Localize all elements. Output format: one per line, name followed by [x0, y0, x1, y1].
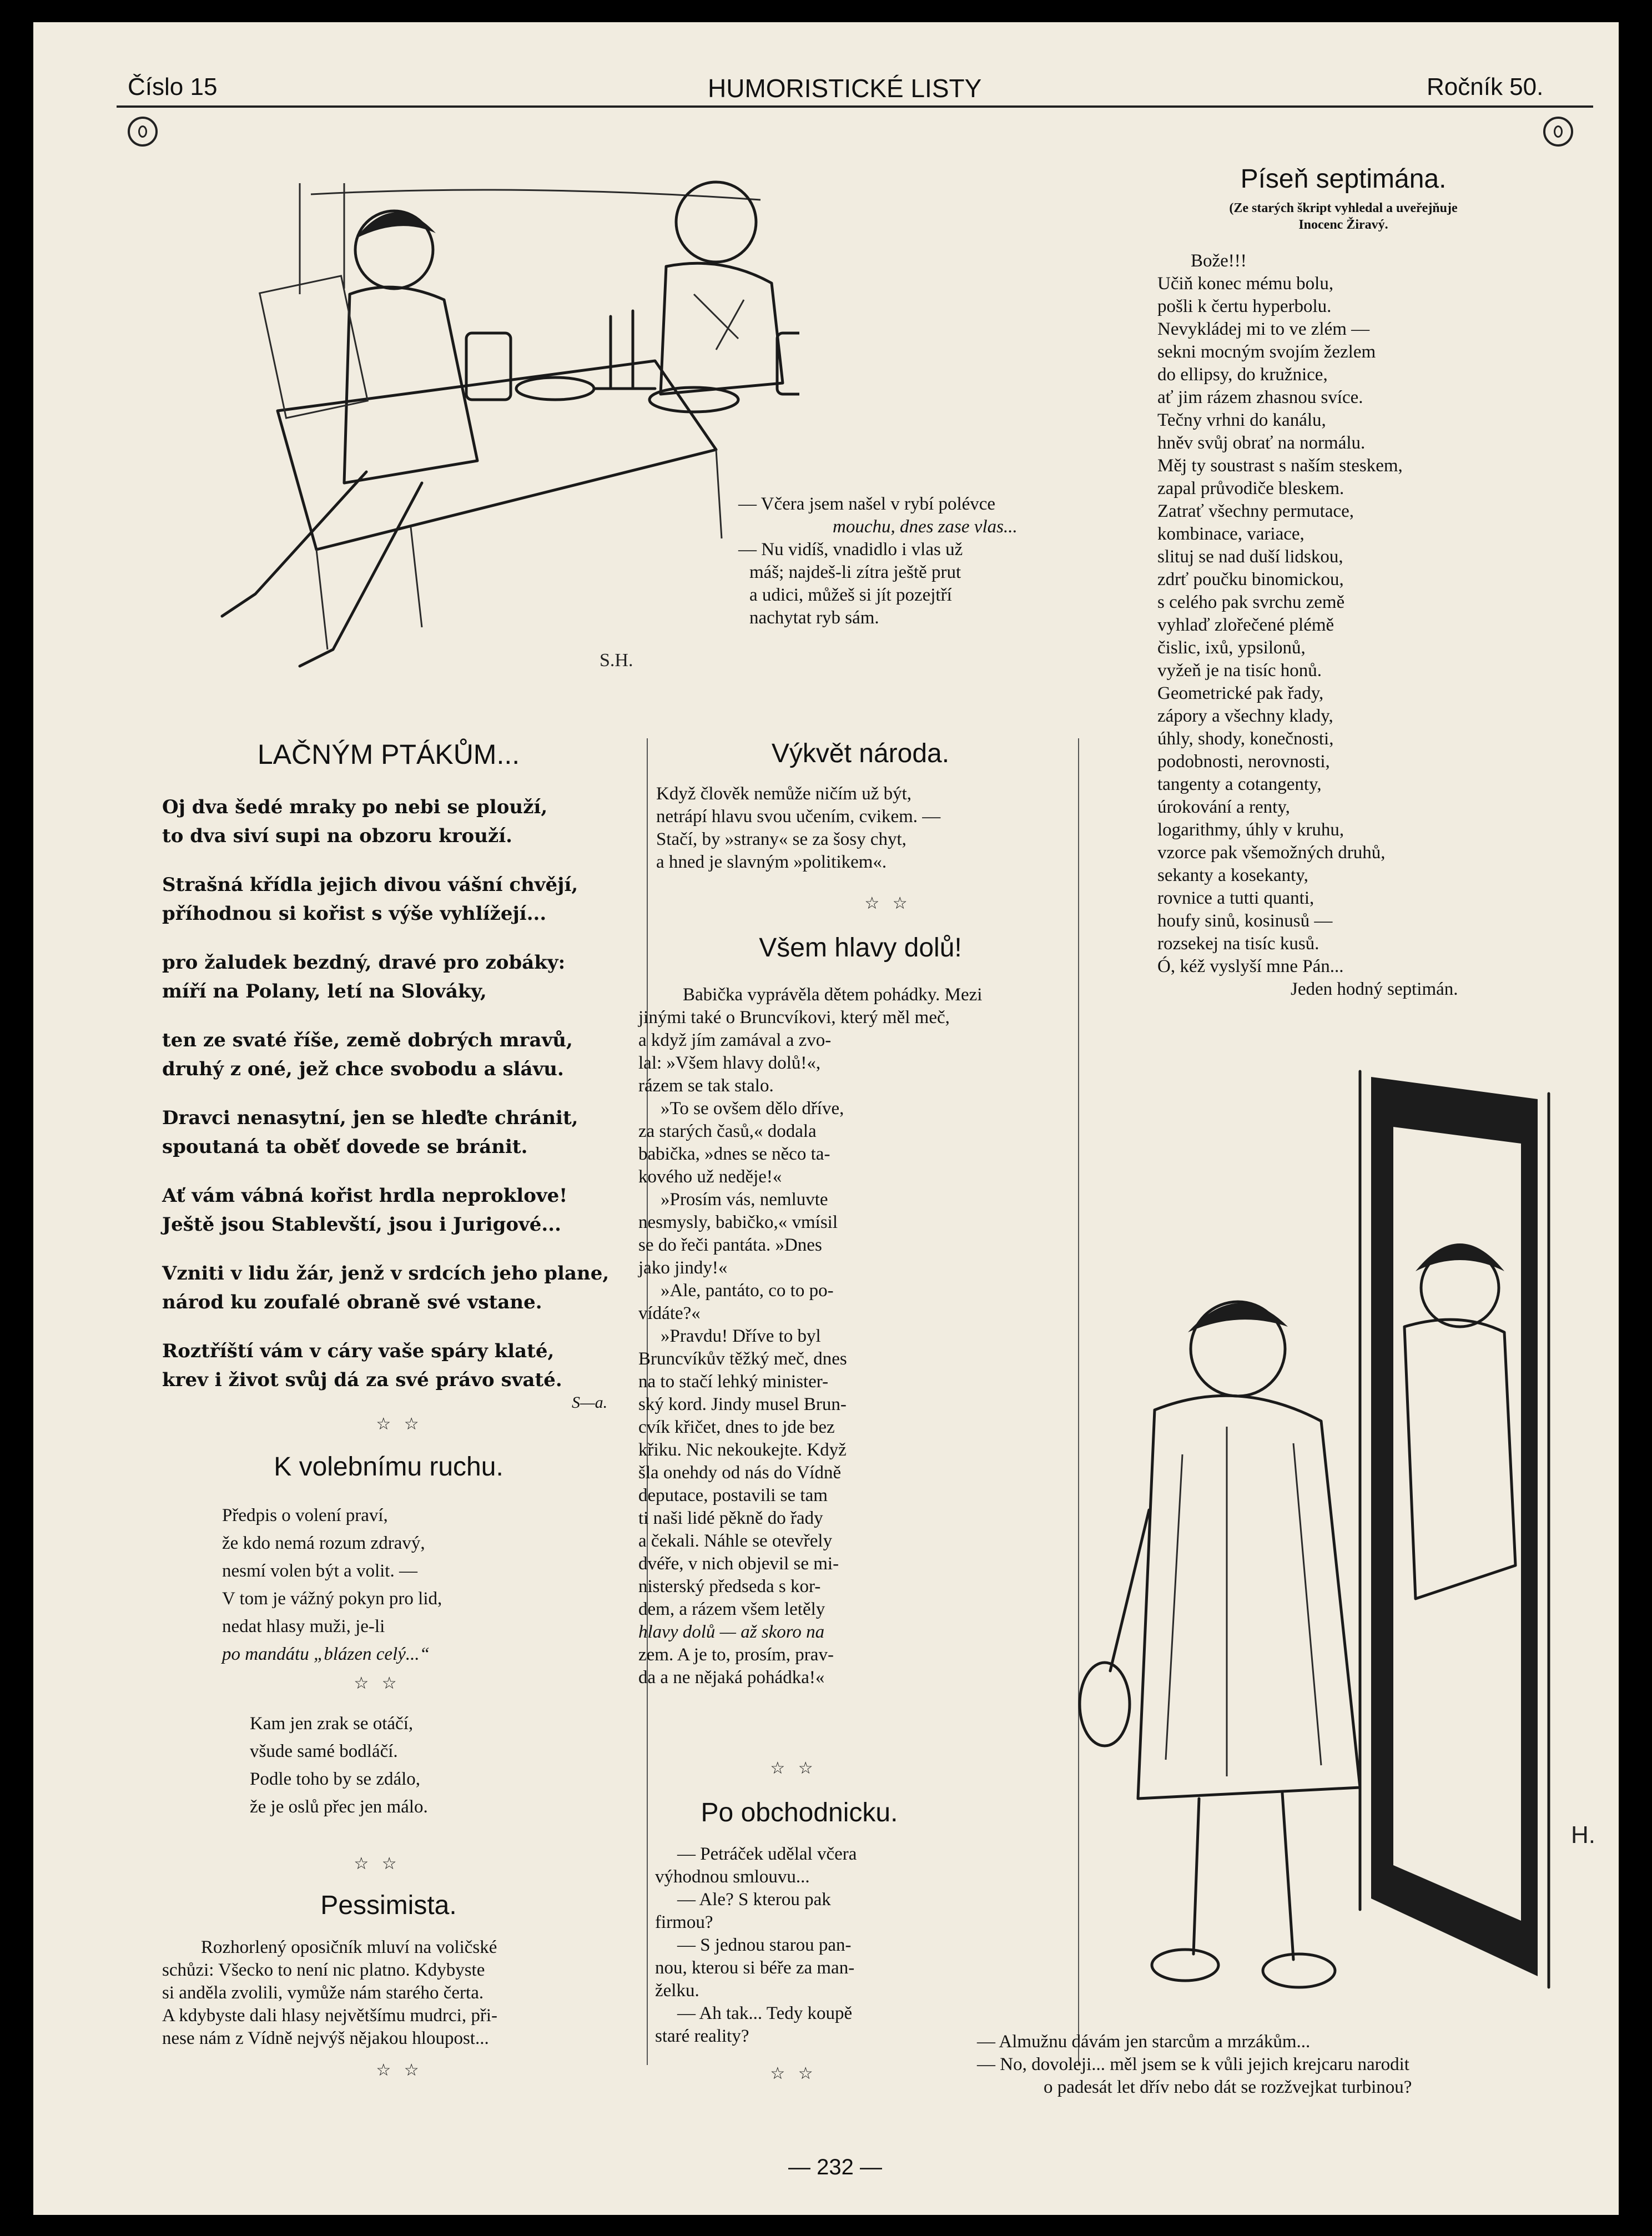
text-line: rázem se tak stalo. [638, 1076, 774, 1096]
text-line: Předpis o volení praví, [222, 1505, 388, 1525]
text-line: — Ale? S kterou pak [677, 1890, 831, 1910]
text-line: Bruncvíkův těžký meč, dnes [638, 1349, 847, 1369]
obchod-title: Po obchodnicku. [701, 1798, 898, 1827]
text-line: národ ku zoufalé obraně své vstane. [162, 1291, 542, 1313]
text-line: netrápí hlavu svou učením, cvikem. — [656, 807, 941, 827]
text-line: Tečny vrhni do kanálu, [1157, 410, 1326, 430]
pisen-note [1144, 200, 1543, 233]
text-line: babička, »dnes se něco ta- [638, 1144, 830, 1164]
text-line: lal: »Všem hlavy dolů!«, [638, 1053, 821, 1073]
text-line: ti naši lidé pěkně do řady [638, 1508, 823, 1528]
text-line: Zatrať všechny permutace, [1157, 501, 1354, 521]
text-line: dvéře, v nich objevil se mi- [638, 1554, 839, 1574]
text-line: staré reality? [655, 2026, 749, 2046]
text-line: a hned je slavným »politikem«. [656, 852, 887, 872]
text-line: vyhlaď zlořečené plémě [1157, 615, 1334, 635]
text-line: si anděla zvolili, vymůže nám starého čerta. [162, 1983, 484, 2003]
text-line: se do řeči pantáta. »Dnes [638, 1235, 822, 1255]
text-line: Když člověk nemůže ničím už být, [656, 784, 912, 804]
caption-line: nachytat ryb sám. [749, 608, 879, 628]
divider-stars: ☆ ☆ [376, 1415, 424, 1433]
text-line: slituj se nad duší lidskou, [1157, 547, 1343, 567]
magazine-title: HUMORISTICKÉ LISTY [708, 74, 982, 103]
text-line: podobnosti, nerovnosti, [1157, 752, 1330, 772]
text-line: vyžeň je na tisíc honů. [1157, 661, 1322, 681]
text-line: na to stačí lehký minister- [638, 1372, 829, 1392]
text-line: kového už neděje!« [638, 1167, 782, 1187]
lacnym-title: LAČNÝM PTÁKŮM... [257, 739, 520, 770]
text-line: všude samé bodláčí. [250, 1741, 398, 1761]
text-line: rovnice a tutti quanti, [1157, 888, 1314, 908]
text-line: Vzniti v lidu žár, jenž v srdcích jeho plane, [162, 1262, 610, 1285]
text-line: a čekali. Náhle se otevřely [638, 1531, 833, 1551]
text-line: — S jednou starou pan- [677, 1935, 852, 1955]
text-line: Strašná křídla jejich divou vášní chvějí, [162, 874, 578, 896]
text-line: — No, dovoleji... měl jsem se k vůli jejich krejcaru narodit [977, 2054, 1409, 2074]
text-line: Ať vám vábná kořist hrdla neproklove! [162, 1185, 568, 1207]
text-line: deputace, postavili se tam [638, 1485, 828, 1505]
text-line: pro žaludek bezdný, dravé pro zobáky: [162, 951, 566, 974]
text-line: krev i život svůj dá za své právo svaté. [162, 1369, 562, 1391]
text-line: Oj dva šedé mraky po nebi se plouží, [162, 796, 548, 818]
text-line: zapal průvodiče bleskem. [1157, 479, 1344, 498]
volebni-poem-1 [222, 1502, 611, 1668]
divider-stars: ☆ ☆ [376, 2061, 424, 2079]
text-line: čislic, ixů, ypsilonů, [1157, 638, 1306, 658]
text-line: rozsekej na tisíc kusů. [1157, 934, 1319, 954]
divider-stars: ☆ ☆ [770, 1759, 818, 1777]
caption-line: mouchu, dnes zase vlas... [833, 517, 1018, 537]
volebni-poem-2 [250, 1710, 611, 1821]
text-line: jako jindy!« [638, 1258, 728, 1278]
vsem-text [638, 984, 1060, 1689]
ornament-left-icon [128, 117, 158, 147]
text-line: nou, kterou si béře za man- [655, 1958, 855, 1978]
text-line: schůzi: Všecko to není nic platno. Kdybyste [162, 1960, 485, 1980]
cartoon1-caption [738, 493, 1099, 629]
text-line: jinými také o Bruncvíkovi, který měl meč, [638, 1008, 950, 1028]
text-line: Jeden hodný septimán. [1291, 979, 1458, 999]
text-line: úrokování a renty, [1157, 797, 1290, 817]
text-line: — Petráček udělal včera [677, 1844, 857, 1864]
text-line: po mandátu „blázen celý...“ [222, 1644, 430, 1664]
caption-line: — Včera jsem našel v rybí polévce [738, 494, 996, 514]
text-line: křiku. Nic nekoukejte. Když [638, 1440, 847, 1460]
text-line: sekanty a kosekanty, [1157, 865, 1308, 885]
text-line: Nevykládej mi to ve zlém — [1157, 319, 1370, 339]
text-line: (Ze starých škript vyhledal a uveřejňuje [1229, 201, 1458, 215]
text-line: kombinace, variace, [1157, 524, 1305, 544]
text-line: Učiň konec mému bolu, [1157, 274, 1334, 294]
volebni-title: K volebnímu ruchu. [274, 1452, 503, 1482]
text-line: Kam jen zrak se otáčí, [250, 1714, 414, 1734]
text-line: úhly, shody, konečnosti, [1157, 729, 1334, 749]
text-line: »Prosím vás, nemluvte [661, 1190, 828, 1210]
pessimista-text [162, 1936, 639, 2050]
divider-stars: ☆ ☆ [354, 1674, 401, 1693]
lacnym-poem [162, 793, 639, 1394]
vykvet-title: Výkvět národa. [771, 739, 950, 768]
text-line: nese nám z Vídně nejvýš nějakou hloupost... [162, 2028, 489, 2048]
text-line: za starých časů,« dodala [638, 1121, 817, 1141]
divider-stars: ☆ ☆ [770, 2064, 818, 2083]
text-line: »Ale, pantáto, co to po- [661, 1281, 834, 1301]
text-line: cvík křičet, dnes to jde bez [638, 1417, 835, 1437]
header-rule [117, 105, 1593, 108]
text-line: šla onehdy od nás do Vídně [638, 1463, 842, 1483]
text-line: že je oslů přec jen málo. [250, 1797, 428, 1817]
pessimista-title: Pessimista. [320, 1891, 457, 1920]
text-line: zdrť poučku binomickou, [1157, 570, 1344, 590]
text-line: houfy sinů, kosinusů — [1157, 911, 1333, 931]
text-line: firmou? [655, 1912, 713, 1932]
text-line: Stačí, by »strany« se za šosy chyt, [656, 829, 906, 849]
ornament-right-icon [1543, 117, 1573, 147]
text-line: Podle toho by se zdálo, [250, 1769, 421, 1789]
text-line: tangenty a cotangenty, [1157, 774, 1322, 794]
text-line: Geometrické pak řady, [1157, 683, 1324, 703]
issue-number: Číslo 15 [128, 73, 218, 100]
text-line: do ellipsy, do kružnice, [1157, 365, 1328, 385]
text-line: nesmí volen být a volit. — [222, 1561, 417, 1581]
text-line: druhý z oné, jež chce svobodu a slávu. [162, 1058, 564, 1080]
text-line: »Pravdu! Dříve to byl [661, 1326, 821, 1346]
text-line: míří na Polany, letí na Slováky, [162, 980, 487, 1003]
cartoon2-caption [977, 2031, 1599, 2099]
text-line: o padesát let dřív nebo dát se rozžvejkat turbinou? [1044, 2077, 1412, 2097]
obchod-text [655, 1843, 944, 2048]
text-line: hlavy dolů — až skoro na [638, 1622, 825, 1642]
vsem-title: Všem hlavy dolů! [759, 933, 962, 963]
caption-line: — Nu vidíš, vnadidlo i vlas už [738, 540, 963, 560]
text-line: příhodnou si kořist s výše vyhlížejí... [162, 903, 547, 925]
text-line: Dravci nenasytní, jen se hleďte chránit, [162, 1107, 578, 1129]
text-line: — Ah tak... Tedy koupě [677, 2003, 853, 2023]
vykvet-poem [656, 783, 1067, 874]
page-number: — 232 — [788, 2155, 882, 2179]
caption-line: máš; najdeš-li zítra ještě prut [749, 562, 961, 582]
text-line: zápory a všechny klady, [1157, 706, 1333, 726]
text-line: dem, a rázem všem letěly [638, 1599, 825, 1619]
text-line: Rozhorlený oposičník mluví na voličské [201, 1937, 497, 1957]
text-line: pošli k čertu hyperbolu. [1157, 296, 1332, 316]
text-line: Bože!!! [1191, 251, 1247, 271]
text-line: vzorce pak všemožných druhů, [1157, 843, 1386, 863]
text-line: to dva siví supi na obzoru krouží. [162, 825, 512, 847]
pisen-poem [1157, 250, 1568, 1001]
text-line: želku. [655, 1981, 699, 2001]
text-line: »To se ovšem dělo dříve, [661, 1099, 844, 1119]
cartoon-door-illustration [1060, 1066, 1615, 2043]
text-line: hněv svůj obrať na normálu. [1157, 433, 1366, 453]
text-line: A kdybyste dali hlasy největšímu mudrci, při- [162, 2006, 497, 2026]
text-line: zem. A je to, prosím, prav- [638, 1645, 834, 1665]
text-line: Babička vyprávěla dětem pohádky. Mezi [683, 985, 983, 1005]
text-line: nesmysly, babičko,« vmísil [638, 1212, 838, 1232]
cartoon1-signature: S.H. [600, 650, 633, 671]
text-line: ať jim rázem zhasnou svíce. [1157, 387, 1363, 407]
lacnym-signature: S—a. [572, 1393, 608, 1412]
divider-stars: ☆ ☆ [864, 894, 912, 913]
cartoon2-signature: H. [1571, 1821, 1595, 1849]
text-line: Inocenc Žiravý. [1298, 218, 1388, 232]
text-line: a když jím zamával a zvo- [638, 1030, 832, 1050]
text-line: logarithmy, úhly v kruhu, [1157, 820, 1344, 840]
newspaper-page [33, 22, 1619, 2215]
text-line: da a ne nějaká pohádka!« [638, 1668, 825, 1688]
text-line: Ó, kéž vyslyší mne Pán... [1157, 956, 1344, 976]
text-line: nisterský předseda s kor- [638, 1577, 821, 1597]
text-line: Měj ty soustrast s naším steskem, [1157, 456, 1403, 476]
cartoon-restaurant-illustration [133, 150, 799, 683]
text-line: sekni mocným svojím žezlem [1157, 342, 1376, 362]
text-line: s celého pak svrchu země [1157, 592, 1345, 612]
text-line: Ještě jsou Stablevští, jsou i Jurigové... [162, 1213, 561, 1236]
text-line: že kdo nemá rozum zdravý, [222, 1533, 425, 1553]
text-line: ten ze svaté říše, země dobrých mravů, [162, 1029, 573, 1051]
text-line: Roztříští vám v cáry vaše spáry klaté, [162, 1340, 555, 1362]
text-line: V tom je vážný pokyn pro lid, [222, 1589, 442, 1609]
divider-stars: ☆ ☆ [354, 1855, 401, 1873]
text-line: vídáte?« [638, 1303, 701, 1323]
text-line: — Almužnu dávám jen starcům a mrzákům... [977, 2032, 1311, 2052]
volume-number: Ročník 50. [1427, 73, 1544, 100]
caption-line: a udici, můžeš si jít pozejtří [749, 585, 952, 605]
text-line: ský kord. Jindy musel Brun- [638, 1394, 847, 1414]
text-line: výhodnou smlouvu... [655, 1867, 810, 1887]
text-line: spoutaná ta oběť dovede se bránit. [162, 1136, 528, 1158]
pisen-title: Píseň septimána. [1240, 164, 1447, 194]
text-line: nedat hlasy muži, je-li [222, 1616, 385, 1636]
